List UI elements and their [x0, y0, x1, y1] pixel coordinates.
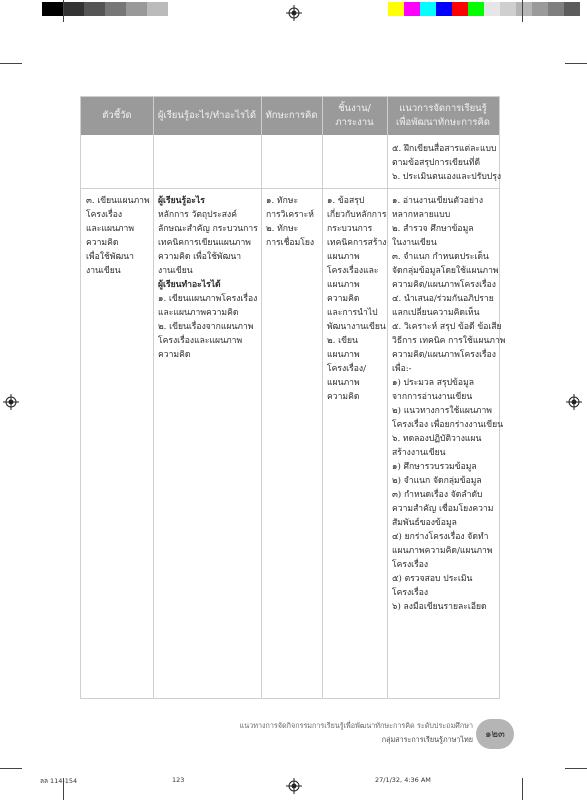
slug-left: ลล 114-154 — [40, 777, 78, 785]
table-line: ๒. เขียนเรื่องจากแผนภาพ — [158, 322, 254, 332]
table-line: ๕) ตรวจสอบ ประเมิน — [392, 574, 473, 584]
table-line: เพื่อใช้พัฒนา — [86, 252, 134, 262]
table-line: ความคิด — [327, 294, 360, 304]
table-line: ๖. ทดลองปฏิบัติวางแผน — [392, 434, 482, 444]
color-swatch — [532, 2, 548, 16]
crop-mark-tl-h — [0, 63, 22, 64]
table-line: ๒. ทักษะ — [266, 224, 299, 234]
table-line: วิธีการ เทคนิค การใช้แผนภาพ — [392, 336, 506, 346]
crop-mark-bl-h — [0, 768, 22, 769]
table-line: ๑. อ่านงานเขียนตัวอย่าง — [392, 196, 484, 206]
gray-color-bar — [42, 2, 168, 16]
color-swatch — [388, 2, 404, 16]
page-number-badge — [476, 719, 514, 749]
crop-mark-tr-h — [565, 63, 587, 64]
table-line: ในงานเขียน — [392, 238, 437, 248]
table-line: งานเขียน — [158, 266, 193, 276]
footer-subject: กลุ่มสาระการเรียนรู้ภาษาไทย — [381, 735, 473, 744]
registration-mark-bottom-icon — [286, 778, 302, 794]
crop-mark-br-h — [565, 768, 587, 769]
registration-mark-top-icon — [286, 5, 302, 21]
color-swatch — [147, 2, 168, 16]
color-swatch — [500, 2, 516, 16]
table-line: และแผนภาพ — [86, 224, 135, 234]
color-bar — [388, 2, 580, 16]
row2-learning-cell — [158, 194, 258, 362]
color-swatch — [468, 2, 484, 16]
table-line: เทคนิคการเขียนแผนภาพ — [158, 238, 251, 248]
table-line: แผนภาพ — [327, 252, 360, 262]
crop-mark-tr-v — [522, 0, 523, 22]
row2-approach-cell — [392, 194, 505, 614]
table-line: หลักการ วัตถุประสงค์ — [158, 210, 237, 220]
table-line: ๖. ประเมินตนเองและปรับปรุง — [392, 172, 502, 182]
table-line: โครงเรื่อง/ — [327, 364, 366, 374]
header-indicator: ตัวชี้วัด — [102, 110, 132, 121]
crop-mark-tl-v — [63, 0, 64, 22]
table-line: ๑. เขียนแผนภาพโครงเรื่อง — [158, 294, 258, 304]
table-line: แผนภาพ — [327, 378, 360, 388]
table-line: โครงเรื่องและ — [327, 266, 379, 276]
table-line: ๑) ประมวล สรุปข้อมูล — [392, 378, 474, 388]
color-swatch — [420, 2, 436, 16]
table-line: ๖) ลงมือเขียนรายละเอียด — [392, 602, 487, 612]
table-line: แลกเปลี่ยนความคิดเห็น — [392, 308, 480, 318]
table-line: ๑. ข้อสรุป — [327, 196, 365, 206]
table-line: ความคิด/แผนภาพโครงเรื่อง — [392, 350, 496, 360]
row-divider — [81, 188, 499, 189]
table-line: ๓) กำหนดเรื่อง จัดลำดับ — [392, 490, 483, 500]
slug-right: 27/1/32, 4:36 AM — [375, 776, 431, 784]
table-line: โครงเรื่อง — [86, 210, 123, 220]
table-line: จัดกลุ่มข้อมูลโดยใช้แผนภาพ — [392, 266, 499, 276]
color-swatch — [436, 2, 452, 16]
row1-approach-cell — [392, 142, 501, 184]
page-number: ๑๒๓ — [485, 728, 505, 740]
table-line: ๔) ยกร่างโครงเรื่อง จัดทำ — [392, 532, 489, 542]
footer-book-title: แนวทางการจัดกิจกรรมการเรียนรู้เพื่อพัฒนาทักษะการคิด ระดับประถมศึกษา — [239, 721, 473, 730]
table-line: ความคิด — [158, 350, 191, 360]
table-line: แผนภาพ — [327, 280, 360, 290]
registration-mark-right-icon — [566, 394, 582, 410]
table-line: ๒. เขียน — [327, 336, 358, 346]
table-line: ๔. นำเสนอ/ร่วมกันอภิปราย — [392, 294, 494, 304]
table-line: ๒. สำรวจ ศึกษาข้อมูล — [392, 224, 474, 234]
table-line: โครงเรื่อง — [392, 588, 429, 598]
slug-center: 123 — [172, 776, 185, 784]
table-line: หลากหลายแบบ — [392, 210, 451, 220]
color-swatch — [452, 2, 468, 16]
row2-thinking-skill-cell — [266, 194, 314, 250]
header-approach-line: แนวการจัดการเรียนรู้ — [399, 103, 487, 114]
table-line: ความคิด — [327, 392, 360, 402]
table-line: ๑) ศึกษารวบรวมข้อมูล — [392, 462, 477, 472]
header-approach-line: เพื่อพัฒนาทักษะการคิด — [396, 117, 490, 128]
color-swatch — [404, 2, 420, 16]
table-line: สัมพันธ์ของข้อมูล — [392, 518, 457, 528]
table-line: ความคิด เพื่อใช้พัฒนา — [158, 252, 242, 262]
table-line: งานเขียน — [86, 266, 121, 276]
registration-mark-left-icon — [3, 394, 19, 410]
table-line: ๒) แนวทางการใช้แผนภาพ — [392, 406, 492, 416]
header-approach — [387, 97, 499, 135]
table-line: โครงเรื่อง — [392, 560, 429, 570]
table-line: และแผนภาพความคิด — [158, 308, 239, 318]
table-line: และการนำไป — [327, 308, 378, 318]
color-swatch — [105, 2, 126, 16]
table-line: โครงเรื่อง เพื่อยกร่างงานเขียน — [392, 420, 504, 430]
color-swatch — [484, 2, 500, 16]
table-line: เพื่อ:- — [392, 364, 412, 374]
table-line: ๓. เขียนแผนภาพ — [86, 196, 150, 206]
table-line: ๑. ทักษะ — [266, 196, 299, 206]
table-line: ความสำคัญ เชื่อมโยงความ — [392, 504, 494, 514]
table-line: ลักษณะสำคัญ กระบวนการ — [158, 224, 258, 234]
header-task-line: ชิ้นงาน/ — [338, 103, 371, 114]
color-swatch — [42, 2, 63, 16]
table-line: ๓. จำแนก กำหนดประเด็น — [392, 252, 489, 262]
table-line: ผู้เรียนทำอะไรได้ — [158, 280, 221, 290]
table-line: กระบวนการ — [327, 224, 373, 234]
row2-indicator-cell — [86, 194, 150, 278]
color-swatch — [564, 2, 580, 16]
header-task-line: ภาระงาน — [335, 117, 374, 128]
table-line: ความคิด — [86, 238, 119, 248]
table-line: ตามข้อสรุปการเขียนที่ดี — [392, 158, 481, 168]
color-swatch — [63, 2, 84, 16]
table-line: จากการอ่านงานเขียน — [392, 392, 473, 402]
table-line: การวิเคราะห์ — [266, 210, 314, 220]
table-line: แผนภาพความคิด/แผนภาพ — [392, 546, 493, 556]
table-line: สร้างงานเขียน — [392, 448, 446, 458]
table-line: ผู้เรียนรู้อะไร — [158, 196, 205, 206]
table-line: ๕. ฝึกเขียนสื่อสารแต่ละแบบ — [392, 144, 497, 154]
row2-task-cell — [327, 194, 387, 404]
table-line: การเชื่อมโยง — [266, 238, 315, 248]
table-line: ๒) จำแนก จัดกลุ่มข้อมูล — [392, 476, 482, 486]
crop-mark-br-v — [522, 778, 523, 800]
table-line: พัฒนางานเขียน — [327, 322, 386, 332]
table-line: เทคนิคการสร้าง — [327, 238, 387, 248]
color-swatch — [516, 2, 532, 16]
table-line: ๕. วิเคราะห์ สรุป ข้อดี ข้อเสีย — [392, 322, 502, 332]
color-swatch — [548, 2, 564, 16]
color-swatch — [84, 2, 105, 16]
color-swatch — [126, 2, 147, 16]
table-line: ความคิด/แผนภาพโครงเรื่อง — [392, 280, 496, 290]
thinking-skills-table — [80, 96, 506, 699]
table-line: โครงเรื่องและแผนภาพ — [158, 336, 243, 346]
header-learning: ผู้เรียนรู้อะไร/ทำอะไรได้ — [157, 110, 257, 121]
header-task — [322, 97, 387, 135]
table-line: แผนภาพ — [327, 350, 360, 360]
table-line: เกี่ยวกับหลักการ — [327, 210, 387, 220]
header-thinking-skill: ทักษะการคิด — [265, 110, 318, 121]
